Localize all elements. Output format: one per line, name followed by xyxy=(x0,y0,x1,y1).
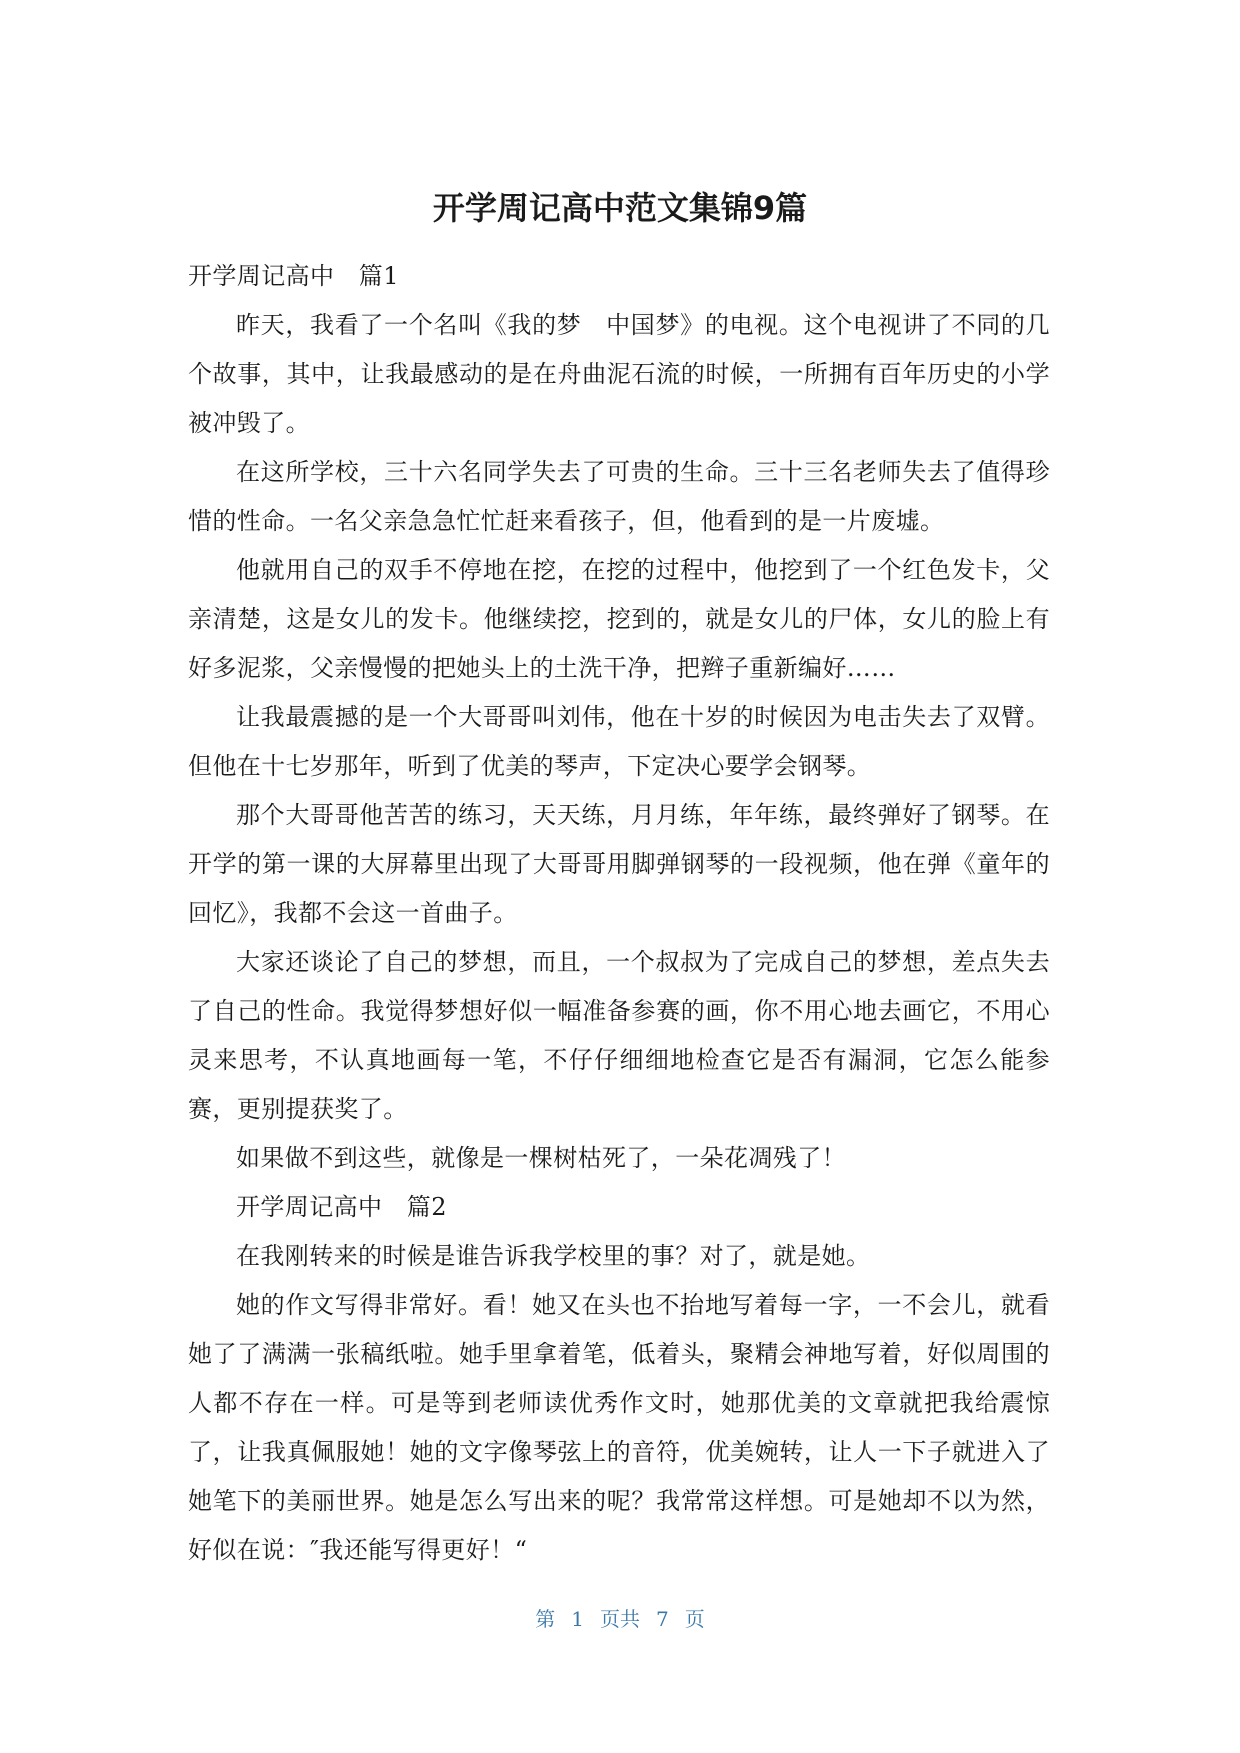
footer-label-end: 页 xyxy=(684,1607,705,1631)
paragraph: 如果做不到这些，就像是一棵树枯死了，一朵花凋残了！ xyxy=(236,1144,846,1172)
section-heading: 开学周记高中 篇1 xyxy=(188,262,399,290)
paragraph: 昨天，我看了一个名叫《我的梦 中国梦》的电视。这个电视讲了不同的几个故事，其中，让我最感动的是在舟曲泥石流的时候，一所拥有百年历史的小学被冲毁了。 xyxy=(188,311,1050,437)
document-body xyxy=(188,252,1050,1575)
paragraph: 在我刚转来的时候是谁告诉我学校里的事？对了，就是她。 xyxy=(236,1242,871,1270)
footer-label-page: 第 xyxy=(535,1607,556,1631)
section-heading: 开学周记高中 篇2 xyxy=(236,1193,447,1221)
footer-label-of: 页共 xyxy=(600,1607,640,1631)
paragraph: 那个大哥哥他苦苦的练习，天天练，月月练，年年练，最终弹好了钢琴。在开学的第一课的大屏幕里出现了大哥哥用脚弹钢琴的一段视频，他在弹《童年的回忆》，我都不会这一首曲子。 xyxy=(188,801,1050,927)
paragraph: 他就用自己的双手不停地在挖，在挖的过程中，他挖到了一个红色发卡，父亲清楚，这是女儿的发卡。他继续挖，挖到的，就是女儿的尸体，女儿的脸上有好多泥浆，父亲慢慢的把她头上的土洗干净，把辫子重新编好…… xyxy=(188,556,1050,682)
paragraph: 在这所学校，三十六名同学失去了可贵的生命。三十三名老师失去了值得珍惜的性命。一名父亲急急忙忙赶来看孩子，但，他看到的是一片废墟。 xyxy=(188,458,1050,535)
footer-total-pages: 7 xyxy=(656,1607,669,1631)
paragraph: 她的作文写得非常好。看！她又在头也不抬地写着每一字，一不会儿，就看她了了满满一张稿纸啦。她手里拿着笔，低着头，聚精会神地写着，好似周围的人都不存在一样。可是等到老师读优秀作文时，她那优美的文章就把我给震惊了，让我真佩服她！她的文字像琴弦上的音符，优美婉转，让人一下子就进入了她笔下的美丽世界。她是怎么写出来的呢？我常常这样想。可是她却不以为然，好似在说：″我还能写得更好！“ xyxy=(188,1291,1050,1564)
document-title: 开学周记高中范文集锦9篇 xyxy=(432,189,808,227)
page-footer xyxy=(0,1605,1240,1633)
footer-current-page: 1 xyxy=(571,1607,584,1631)
paragraph: 让我最震撼的是一个大哥哥叫刘伟，他在十岁的时候因为电击失去了双臂。但他在十七岁那年，听到了优美的琴声，下定决心要学会钢琴。 xyxy=(188,703,1050,780)
paragraph: 大家还谈论了自己的梦想，而且，一个叔叔为了完成自己的梦想，差点失去了自己的性命。我觉得梦想好似一幅准备参赛的画，你不用心地去画它，不用心灵来思考，不认真地画每一笔，不仔仔细细地检查它是否有漏洞，它怎么能参赛，更别提获奖了。 xyxy=(188,948,1050,1123)
